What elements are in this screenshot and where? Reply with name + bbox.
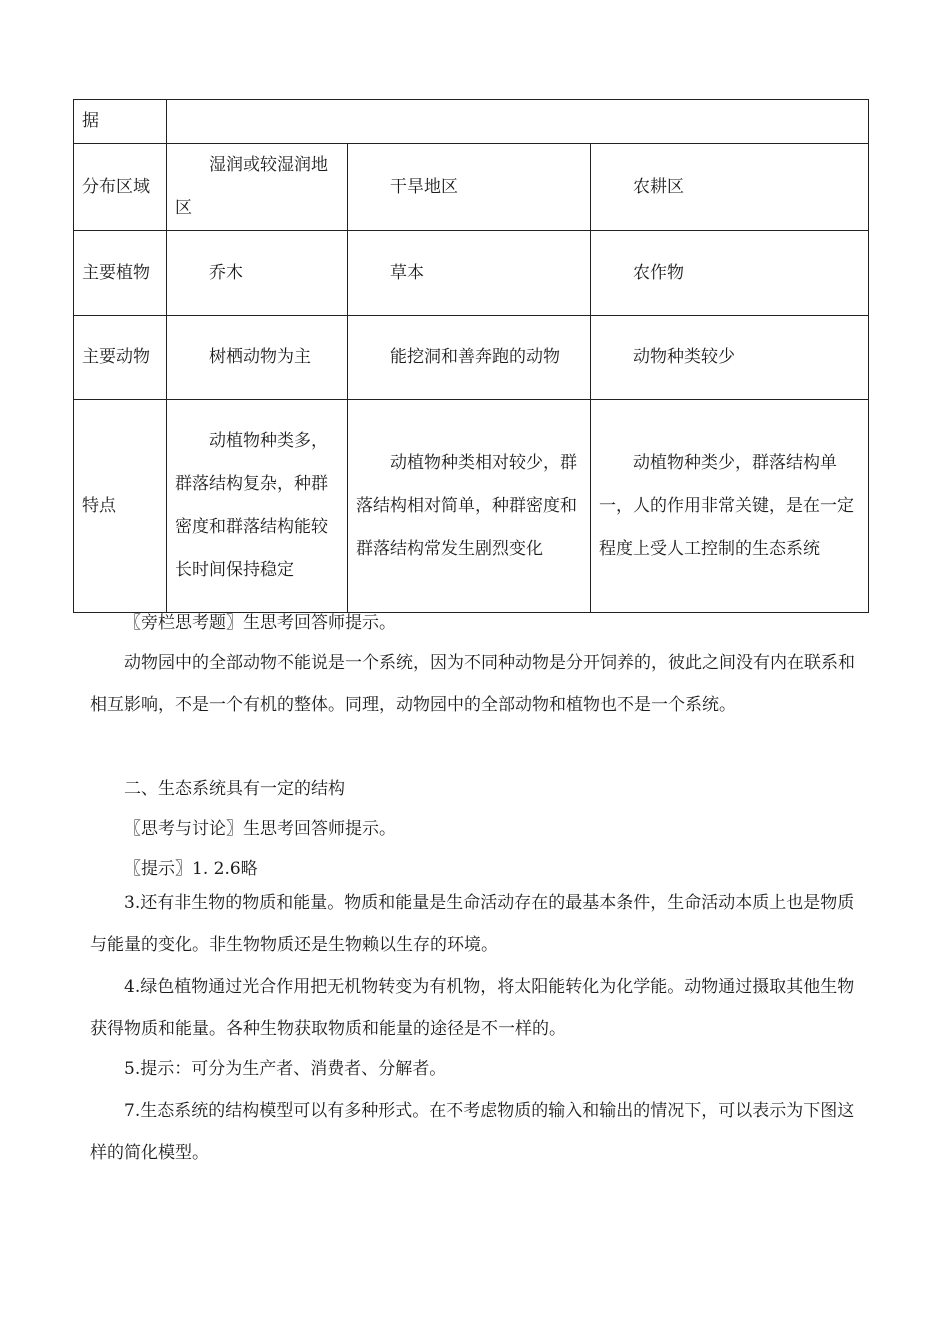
table-row (74, 144, 869, 231)
table-cell: 动植物种类多，群落结构复杂，种群密度和群落结构能较长时间保持稳定 (167, 400, 348, 613)
paragraph: 7.生态系统的结构模型可以有多种形式。在不考虑物质的输入和输出的情况下，可以表示为下图这样的简化模型。 (90, 1101, 855, 1163)
table-cell: 动植物种类相对较少，群落结构相对简单，种群密度和群落结构常发生剧烈变化 (348, 400, 591, 613)
paragraph: 动物园中的全部动物不能说是一个系统，因为不同种动物是分开饲养的，彼此之间没有内在联系和相互影响，不是一个有机的整体。同理，动物园中的全部动物和植物也不是一个系统。 (90, 653, 855, 715)
table-row (74, 316, 869, 400)
table-cell: 能挖洞和善奔跑的动物 (348, 316, 591, 400)
table-row (74, 231, 869, 316)
table-cell: 农作物 (591, 231, 869, 316)
row-label: 主要动物 (74, 316, 167, 400)
section-heading: 二、生态系统具有一定的结构 (124, 779, 345, 799)
table-cell: 乔木 (167, 231, 348, 316)
paragraph: 〖提示〗1. 2.6略 (124, 859, 258, 879)
table-cell: 草本 (348, 231, 591, 316)
row-label: 主要植物 (74, 231, 167, 316)
row-label: 分布区域 (74, 144, 167, 231)
paragraph: 3.还有非生物的物质和能量。物质和能量是生命活动存在的最基本条件，生命活动本质上也是物质与能量的变化。非生物物质还是生物赖以生存的环境。 (90, 893, 855, 955)
ecosystem-comparison-table (73, 99, 869, 613)
table-cell: 动物种类较少 (591, 316, 869, 400)
paragraph: 4.绿色植物通过光合作用把无机物转变为有机物，将太阳能转化为化学能。动物通过摄取其他生物获得物质和能量。各种生物获取物质和能量的途径是不一样的。 (90, 977, 855, 1039)
table-cell: 动植物种类少，群落结构单一，人的作用非常关键，是在一定程度上受人工控制的生态系统 (591, 400, 869, 613)
table-cell (167, 100, 869, 144)
table-row (74, 100, 869, 144)
table-row (74, 400, 869, 613)
table-cell: 干旱地区 (348, 144, 591, 231)
row-label: 特点 (74, 400, 167, 613)
table-cell: 农耕区 (591, 144, 869, 231)
paragraph: 〖思考与讨论〗生思考回答师提示。 (124, 819, 396, 839)
table-cell: 树栖动物为主 (167, 316, 348, 400)
paragraph: 5.提示：可分为生产者、消费者、分解者。 (124, 1059, 447, 1079)
row-label: 据 (74, 100, 167, 144)
paragraph: 〖旁栏思考题〗生思考回答师提示。 (124, 613, 396, 633)
table-cell: 湿润或较湿润地区 (167, 144, 348, 231)
